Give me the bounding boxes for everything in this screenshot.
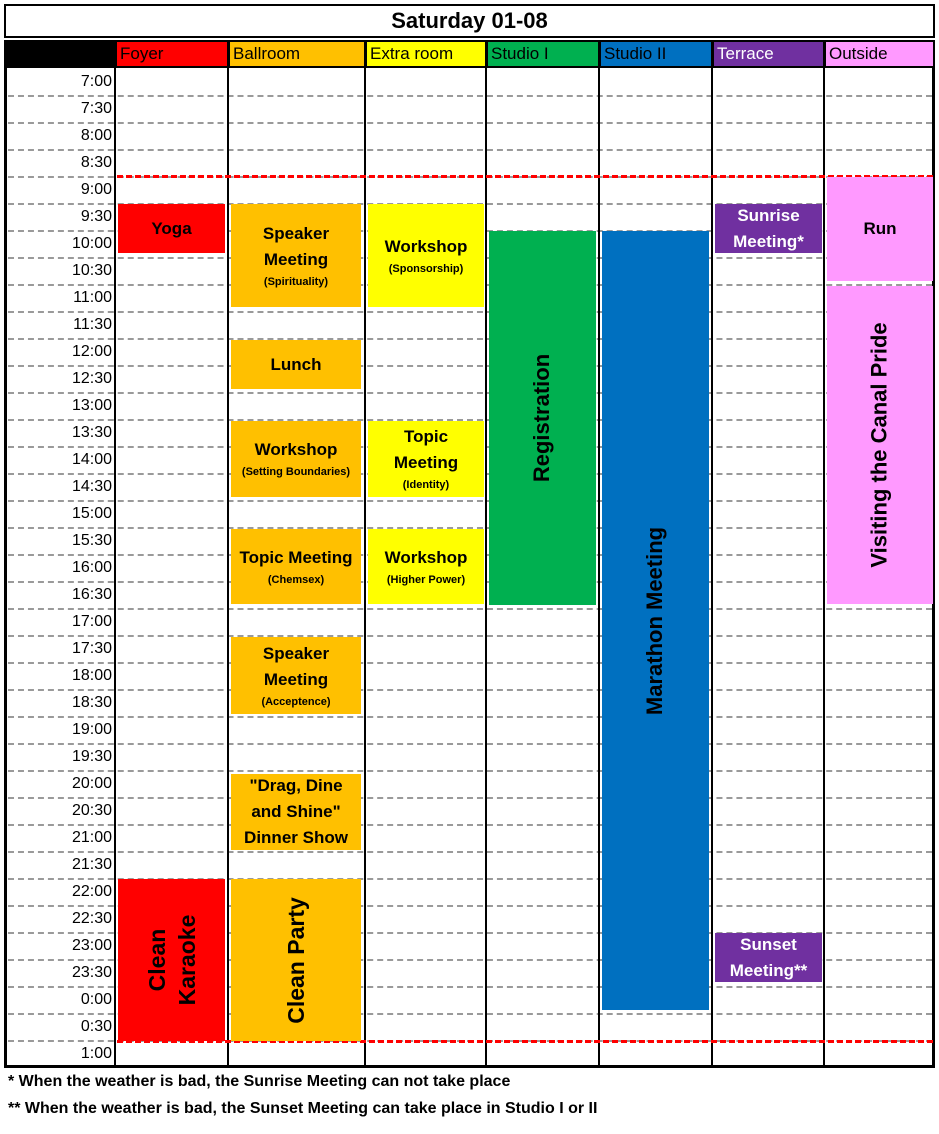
column-header-terrace: Terrace: [714, 42, 823, 66]
event-run[interactable]: [827, 177, 933, 281]
event-title: Marathon Meeting: [642, 526, 668, 715]
event-title: Lunch: [270, 354, 322, 374]
event-title: Speaker Meeting: [262, 643, 330, 689]
time-label: 17:30: [71, 640, 112, 657]
event-visiting-canal-pride[interactable]: [827, 286, 933, 604]
event-clean-karaoke[interactable]: [118, 879, 225, 1041]
time-label: 22:30: [71, 910, 112, 927]
time-label: 14:30: [71, 478, 112, 495]
time-label: 10:00: [71, 235, 112, 252]
time-label: 20:00: [71, 775, 112, 792]
footnote-sunrise: * When the weather is bad, the Sunrise Meeting can not take place: [8, 1073, 511, 1090]
time-label: 21:30: [71, 856, 112, 873]
event-topic-meeting-identity[interactable]: [368, 421, 484, 497]
column-divider: [364, 68, 366, 1068]
time-gridline: [8, 797, 932, 799]
event-clean-party[interactable]: [231, 879, 361, 1041]
time-gridline: [8, 635, 932, 637]
column-header-ballroom: Ballroom: [230, 42, 364, 66]
event-subtitle: (Identity): [402, 479, 450, 491]
event-sunset-meeting[interactable]: [715, 933, 822, 982]
time-label: 23:00: [71, 937, 112, 954]
time-label: 1:00: [80, 1045, 112, 1062]
schedule-title: Saturday 01-08: [4, 4, 935, 38]
time-label: 16:30: [71, 586, 112, 603]
event-title: Yoga: [151, 218, 192, 238]
column-divider: [823, 68, 825, 1068]
event-subtitle: (Higher Power): [386, 573, 466, 586]
event-subtitle: (Setting Boundaries): [241, 466, 351, 478]
event-subtitle: (Acceptence): [261, 695, 331, 708]
time-gridline: [8, 689, 932, 691]
event-speaker-meeting-spirituality[interactable]: [231, 204, 361, 307]
time-label: 8:30: [80, 154, 112, 171]
time-gridline: [8, 392, 932, 394]
time-label: 12:30: [71, 370, 112, 387]
event-yoga[interactable]: [118, 204, 225, 253]
event-title: Workshop: [384, 236, 468, 256]
event-title: Workshop: [254, 440, 338, 459]
event-subtitle: (Spirituality): [263, 275, 329, 288]
event-title: Topic Meeting: [239, 547, 353, 567]
time-gridline: [8, 500, 932, 502]
event-subtitle: (Chemsex): [267, 573, 325, 586]
time-gridline: [8, 716, 932, 718]
column-header-studio-2: Studio II: [601, 42, 711, 66]
time-gridline: [8, 662, 932, 664]
column-header-foyer: Foyer: [117, 42, 227, 66]
event-lunch[interactable]: [231, 340, 361, 389]
time-label: 18:00: [71, 667, 112, 684]
time-gridline: [8, 365, 932, 367]
event-speaker-meeting-acceptence[interactable]: [231, 637, 361, 714]
time-label: 23:30: [71, 964, 112, 981]
event-title: Sunrise Meeting*: [733, 205, 804, 251]
time-label: 0:30: [80, 1018, 112, 1035]
time-label: 11:30: [73, 316, 112, 333]
event-title: "Drag, Dine and Shine" Dinner Show: [244, 776, 348, 847]
event-registration[interactable]: [489, 231, 596, 605]
event-title: Clean Karaoke: [143, 914, 200, 1006]
event-title: Registration: [529, 353, 555, 483]
time-label: 21:00: [71, 829, 112, 846]
time-label: 20:30: [71, 802, 112, 819]
time-gridline: [8, 770, 932, 772]
event-marathon-meeting[interactable]: [602, 231, 709, 1010]
time-label: 9:00: [80, 181, 112, 198]
event-workshop-higher-power[interactable]: [368, 529, 484, 604]
event-sunrise-meeting[interactable]: [715, 204, 822, 253]
time-label: 12:00: [71, 343, 112, 360]
event-title: Sunset Meeting**: [729, 934, 808, 980]
time-label: 19:30: [71, 748, 112, 765]
column-divider: [485, 68, 487, 1068]
time-gridline: [8, 743, 932, 745]
event-title: Topic Meeting: [393, 427, 459, 472]
time-label: 18:30: [71, 694, 112, 711]
event-title: Visiting the Canal Pride: [867, 322, 893, 568]
time-label: 8:00: [80, 127, 112, 144]
event-topic-meeting-chemsex[interactable]: [231, 529, 361, 604]
footnote-sunset: ** When the weather is bad, the Sunset Meeting can take place in Studio I or II: [8, 1100, 598, 1117]
time-gridline: [8, 311, 932, 313]
day-start-marker: [117, 175, 933, 178]
time-label: 14:00: [71, 451, 112, 468]
time-label: 19:00: [71, 721, 112, 738]
event-subtitle: (Sponsorship): [388, 262, 464, 275]
event-title: Run: [863, 219, 897, 238]
column-header-outside: Outside: [826, 42, 933, 66]
event-title: Clean Party: [282, 896, 309, 1024]
time-label: 0:00: [80, 991, 112, 1008]
event-title: Workshop: [384, 547, 468, 567]
time-gridline: [8, 851, 932, 853]
column-header-extra-room: Extra room: [367, 42, 485, 66]
time-gridline: [8, 824, 932, 826]
event-dinner-show[interactable]: [231, 774, 361, 850]
time-label: 22:00: [71, 883, 112, 900]
time-gridline: [8, 149, 932, 151]
event-workshop-sponsorship[interactable]: [368, 204, 484, 307]
column-divider: [114, 68, 116, 1068]
time-label: 17:00: [71, 613, 112, 630]
time-gridline: [8, 338, 932, 340]
time-label: 13:30: [71, 424, 112, 441]
column-divider: [227, 68, 229, 1068]
time-gridline: [8, 608, 932, 610]
time-label: 13:00: [71, 397, 112, 414]
time-gridline: [8, 122, 932, 124]
time-label: 7:00: [80, 73, 112, 90]
time-label: 15:30: [71, 532, 112, 549]
time-label: 16:00: [71, 559, 112, 576]
time-label: 9:30: [80, 208, 112, 225]
event-title: Speaker Meeting: [262, 223, 330, 269]
event-workshop-setting-boundaries[interactable]: [231, 421, 361, 497]
time-gridline: [8, 95, 932, 97]
column-divider: [598, 68, 600, 1068]
time-label: 7:30: [80, 100, 112, 117]
column-divider: [711, 68, 713, 1068]
time-label: 10:30: [71, 262, 112, 279]
time-label: 15:00: [71, 505, 112, 522]
time-label: 11:00: [73, 289, 112, 306]
column-header-studio-1: Studio I: [488, 42, 598, 66]
